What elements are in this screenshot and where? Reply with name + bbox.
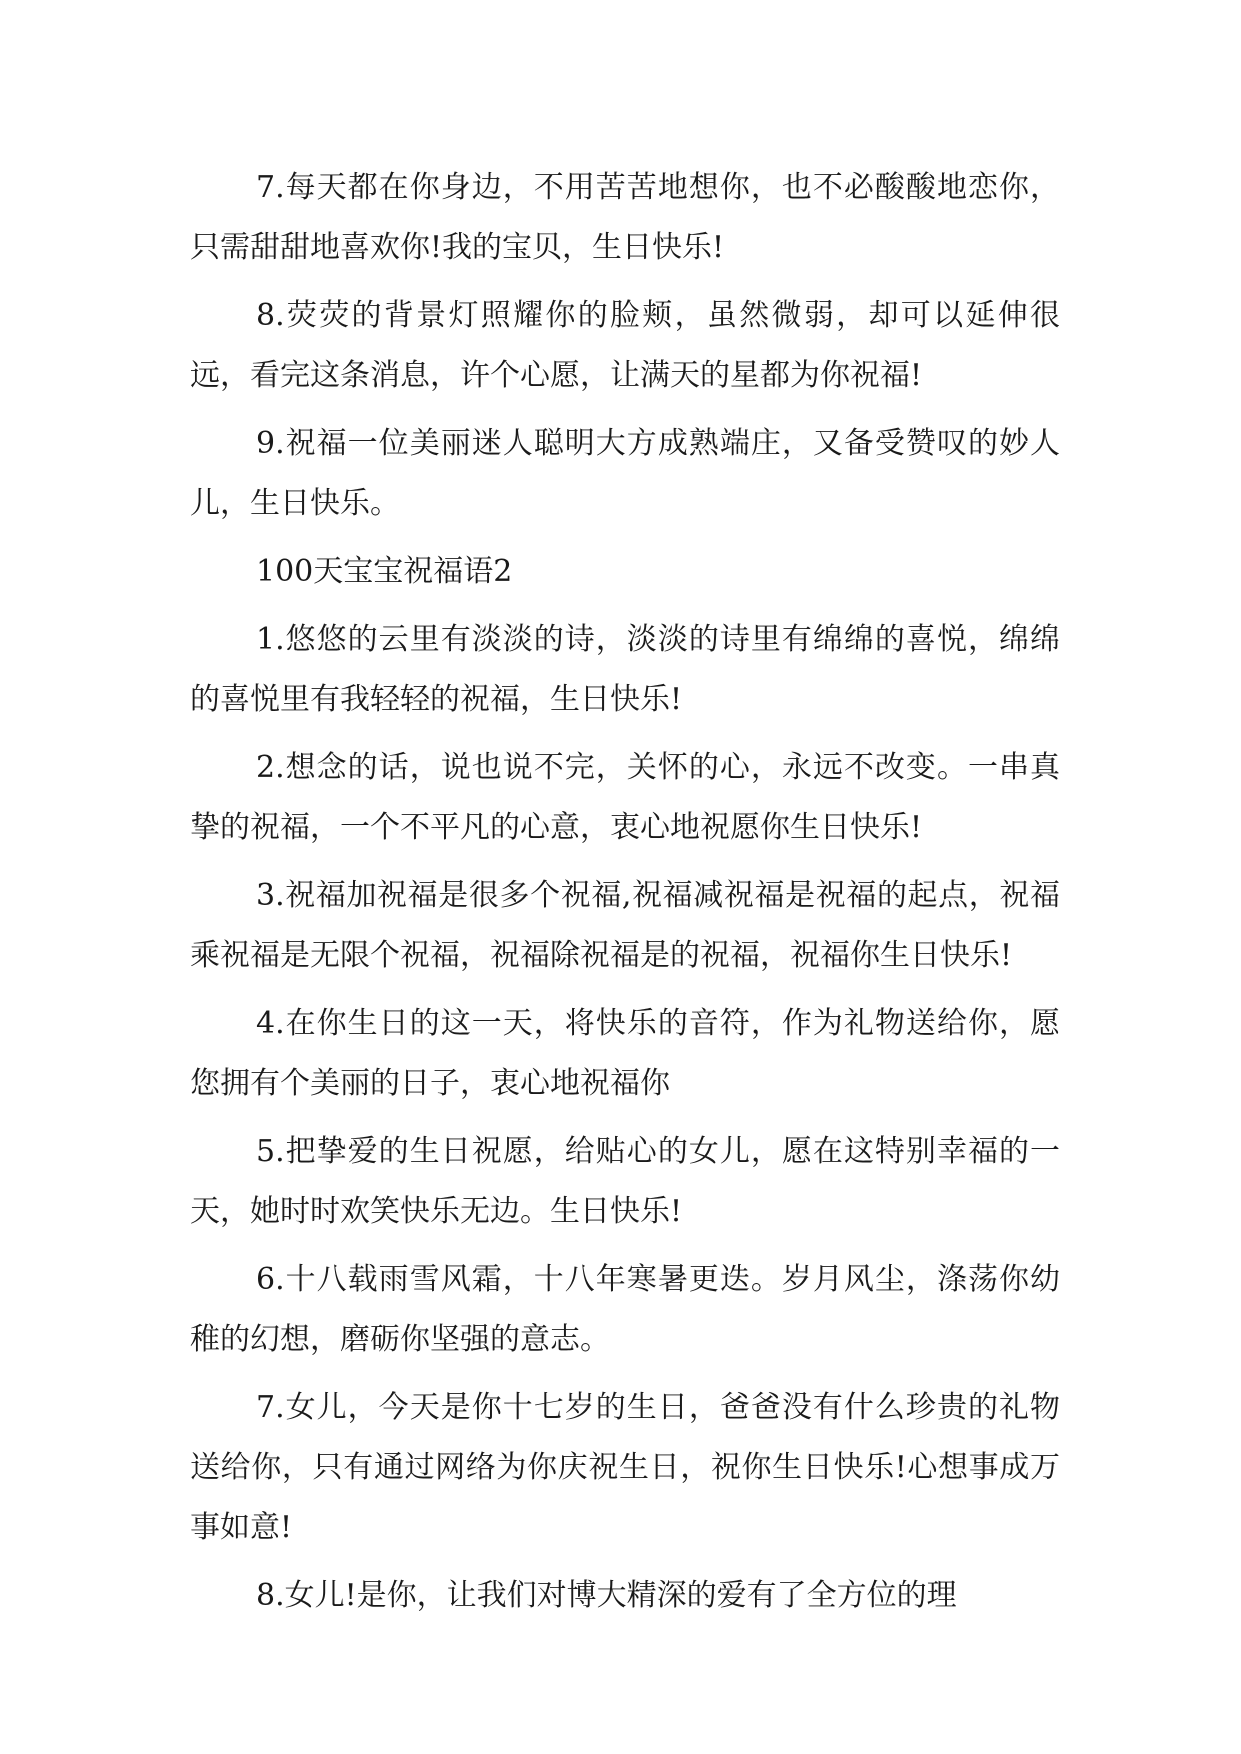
document-body [190,158,1060,1634]
paragraph: 8.女儿!是你，让我们对博大精深的爱有了全方位的理 [256,1578,957,1613]
section-heading: 100天宝宝祝福语2 [256,554,513,589]
paragraph: 9.祝福一位美丽迷人聪明大方成熟端庄，又备受赞叹的妙人儿，生日快乐。 [190,426,1060,521]
paragraph: 1.悠悠的云里有淡淡的诗，淡淡的诗里有绵绵的喜悦，绵绵的喜悦里有我轻轻的祝福，生日快乐! [190,622,1060,717]
paragraph: 2.想念的话，说也说不完，关怀的心，永远不改变。一串真挚的祝福，一个不平凡的心意，衷心地祝愿你生日快乐! [190,750,1060,845]
paragraph: 7.女儿，今天是你十七岁的生日，爸爸没有什么珍贵的礼物送给你，只有通过网络为你庆祝生日，祝你生日快乐!心想事成万事如意! [190,1390,1060,1545]
paragraph: 5.把挚爱的生日祝愿，给贴心的女儿，愿在这特别幸福的一天，她时时欢笑快乐无边。生日快乐! [190,1134,1060,1229]
paragraph: 6.十八载雨雪风霜，十八年寒暑更迭。岁月风尘，涤荡你幼稚的幻想，磨砺你坚强的意志。 [190,1262,1060,1357]
paragraph: 3.祝福加祝福是很多个祝福,祝福减祝福是祝福的起点，祝福乘祝福是无限个祝福，祝福除祝福是的祝福，祝福你生日快乐! [190,878,1060,973]
paragraph: 8.荧荧的背景灯照耀你的脸颊，虽然微弱，却可以延伸很远，看完这条消息，许个心愿，让满天的星都为你祝福! [190,298,1060,393]
paragraph: 4.在你生日的这一天，将快乐的音符，作为礼物送给你，愿您拥有个美丽的日子，衷心地祝福你 [190,1006,1060,1101]
paragraph: 7.每天都在你身边，不用苦苦地想你，也不必酸酸地恋你，只需甜甜地喜欢你!我的宝贝，生日快乐! [190,170,1060,265]
